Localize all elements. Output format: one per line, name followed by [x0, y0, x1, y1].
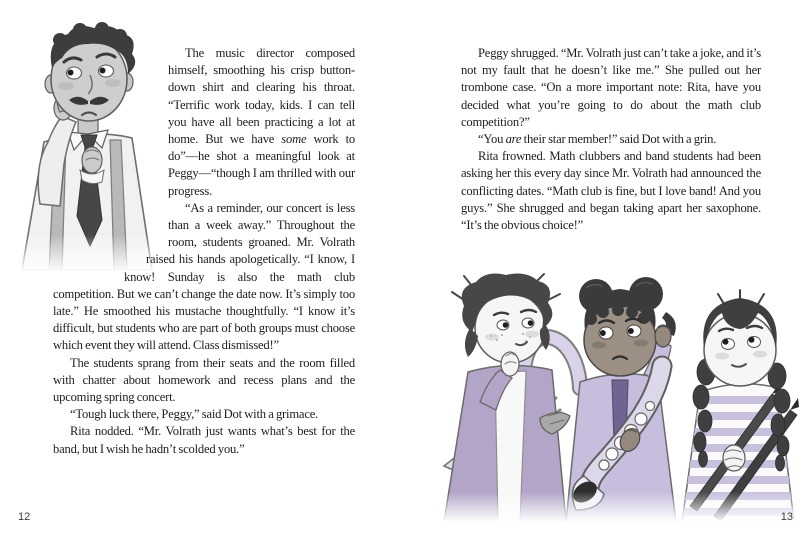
page-number-right: 13: [780, 511, 793, 523]
three-girls-illustration: [428, 270, 808, 522]
story-paragraph: Rita nodded. “Mr. Volrath just wants what’s best for the band, but I wish he hadn’t scolded you.”: [53, 424, 355, 456]
illustration-wrap-spacer: [53, 45, 168, 241]
page-right: [405, 0, 810, 552]
story-paragraph: The music director composed himself, smoothing his crisp button-down shirt and clearing his throat. “Terrific work today, kids. I can tell you have all been practicing a lot at home. But we have some work to do”—he shot a meaningful look at Peggy—“though I am thrilled with our progress.: [168, 46, 355, 198]
story-paragraph: Rita frowned. Math clubbers and band students had been asking her this every day since Mr. Volrath had announced the conflicting dates. “Math club is fine, but I love band! And you guys.” She shrugged and began taking apart her saxophone. “It’s the obvious choice!”: [461, 149, 761, 233]
illustration-wrap-spacer: [53, 241, 146, 258]
left-page-text: [53, 45, 355, 458]
right-page-text: [461, 45, 761, 234]
page-number-left: 12: [18, 511, 31, 523]
story-paragraph: “You are their star member!” said Dot with a grin.: [478, 132, 717, 147]
story-paragraph: “Tough luck there, Peggy,” said Dot with a grimace.: [70, 407, 319, 422]
illustration-wrap-spacer: [53, 258, 124, 275]
story-paragraph: Peggy shrugged. “Mr. Volrath just can’t take a joke, and it’s not my fault that he doesn’t like me.” She pulled out her trombone case. “On a more important note: Rita, have you decided what you’re going to do about the math club competition?”: [461, 46, 761, 129]
fade-edge: [428, 270, 808, 522]
story-paragraph: “As a reminder, our concert is less than a week away.” Throughout the room, students groaned. Mr. Volrath raised his hands apologetically. “I know, I know! Sunday is also the math club competition. But we can’t change the date now. It’s simply too late.” He smoothed his mustache thoughtfully. “I know it’s difficult, but students who are part of both groups must choose which event they will attend. Class dismissed!”: [53, 200, 355, 353]
story-paragraph: The students sprang from their seats and the room filled with chatter about homework and recess plans and the upcoming spring concert.: [53, 355, 355, 405]
